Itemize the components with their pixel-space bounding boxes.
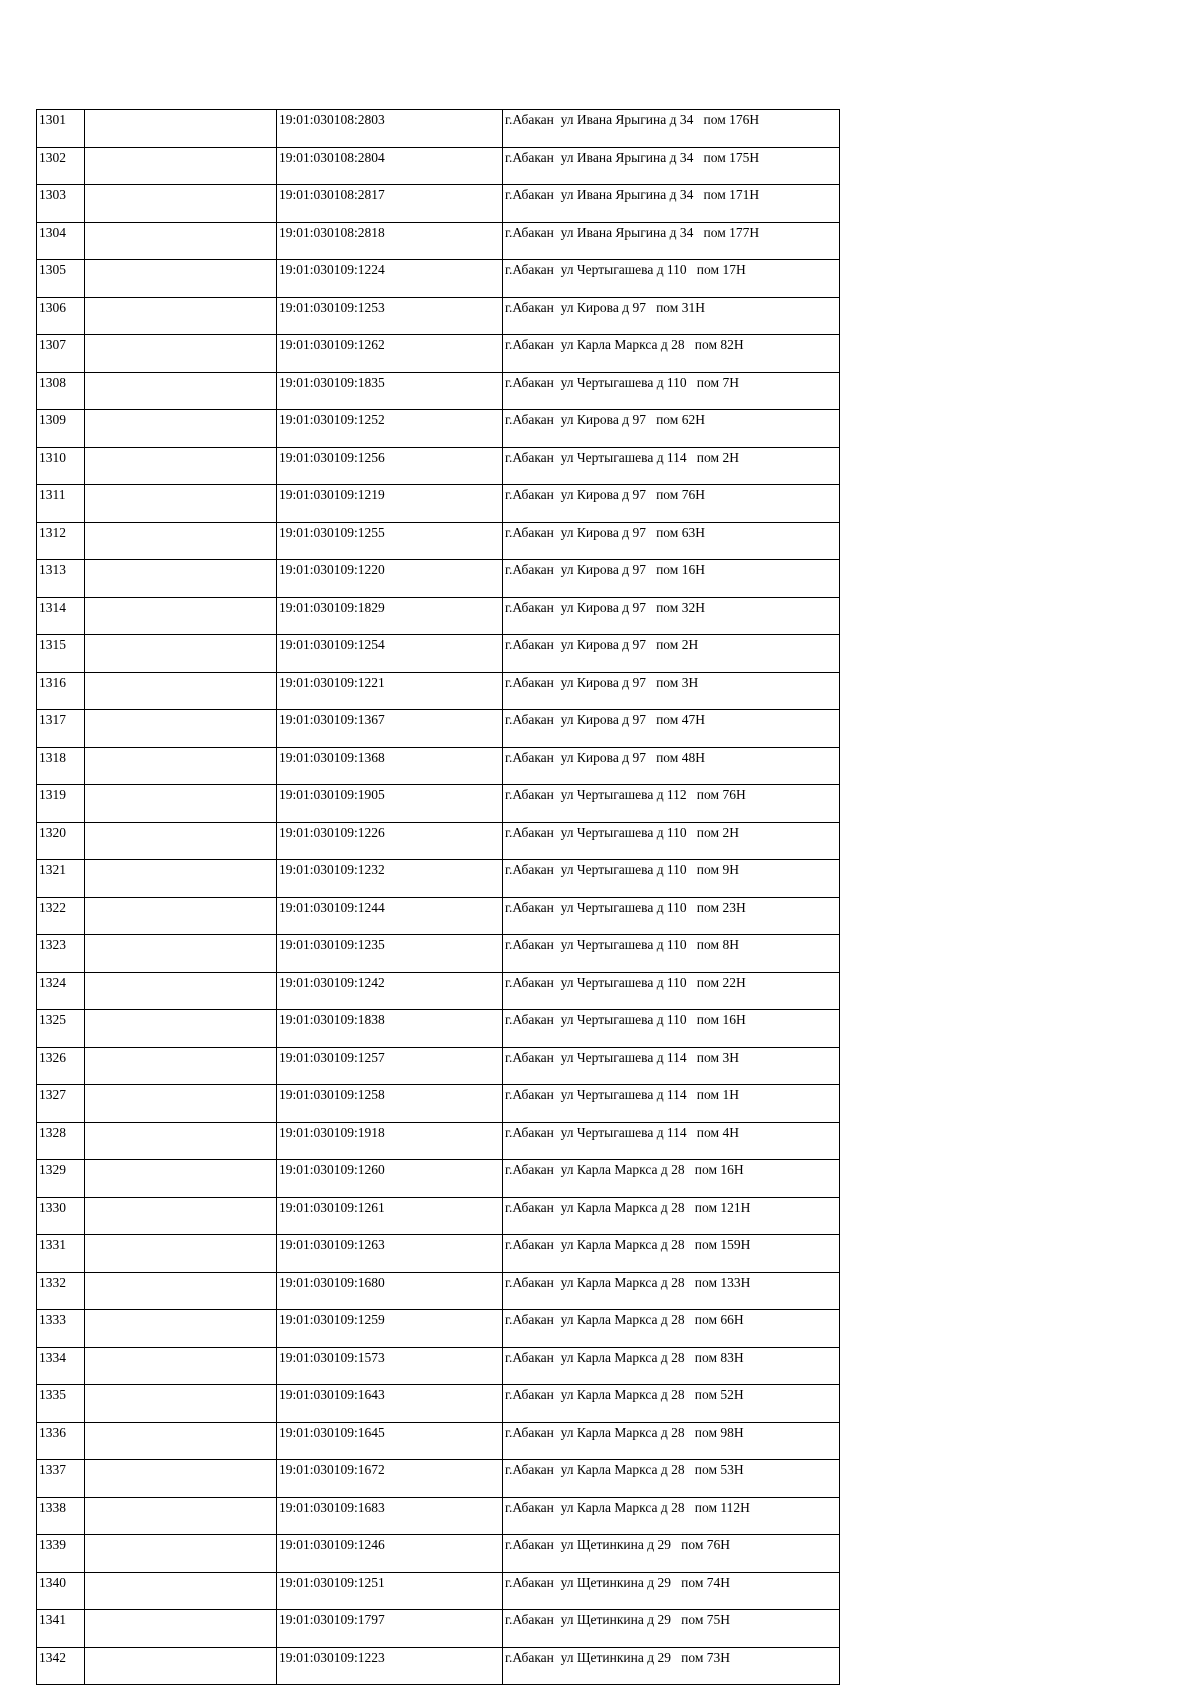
blank-cell — [85, 1235, 277, 1273]
address-cell: г.Абакан ул Чертыгашева д 110 пом 9Н — [503, 860, 840, 898]
table-row — [37, 147, 840, 185]
blank-cell — [85, 1422, 277, 1460]
table-row — [37, 710, 840, 748]
address-cell: г.Абакан ул Карла Маркса д 28 пом 53Н — [503, 1460, 840, 1498]
cadastral-number-cell: 19:01:030109:1232 — [277, 860, 503, 898]
cadastral-number-cell: 19:01:030109:1219 — [277, 485, 503, 523]
cadastral-number-cell: 19:01:030109:1246 — [277, 1535, 503, 1573]
blank-cell — [85, 522, 277, 560]
table-row — [37, 672, 840, 710]
blank-cell — [85, 1310, 277, 1348]
address-cell: г.Абакан ул Ивана Ярыгина д 34 пом 175Н — [503, 147, 840, 185]
address-cell: г.Абакан ул Карла Маркса д 28 пом 121Н — [503, 1197, 840, 1235]
row-number-cell: 1327 — [37, 1085, 85, 1123]
blank-cell — [85, 1535, 277, 1573]
row-number-cell: 1307 — [37, 335, 85, 373]
cadastral-number-cell: 19:01:030109:1573 — [277, 1347, 503, 1385]
row-number-cell: 1312 — [37, 522, 85, 560]
cadastral-number-cell: 19:01:030108:2818 — [277, 222, 503, 260]
address-cell: г.Абакан ул Чертыгашева д 110 пом 23Н — [503, 897, 840, 935]
row-number-cell: 1315 — [37, 635, 85, 673]
row-number-cell: 1325 — [37, 1010, 85, 1048]
cadastral-number-cell: 19:01:030109:1251 — [277, 1572, 503, 1610]
row-number-cell: 1329 — [37, 1160, 85, 1198]
blank-cell — [85, 785, 277, 823]
property-registry-table — [36, 109, 840, 1685]
address-cell: г.Абакан ул Кирова д 97 пом 16Н — [503, 560, 840, 598]
blank-cell — [85, 260, 277, 298]
table-row — [37, 1497, 840, 1535]
cadastral-number-cell: 19:01:030109:1260 — [277, 1160, 503, 1198]
blank-cell — [85, 822, 277, 860]
cadastral-number-cell: 19:01:030109:1226 — [277, 822, 503, 860]
address-cell: г.Абакан ул Чертыгашева д 110 пом 17Н — [503, 260, 840, 298]
cadastral-number-cell: 19:01:030109:1220 — [277, 560, 503, 598]
row-number-cell: 1304 — [37, 222, 85, 260]
cadastral-number-cell: 19:01:030109:1905 — [277, 785, 503, 823]
blank-cell — [85, 672, 277, 710]
row-number-cell: 1340 — [37, 1572, 85, 1610]
row-number-cell: 1303 — [37, 185, 85, 223]
row-number-cell: 1319 — [37, 785, 85, 823]
row-number-cell: 1342 — [37, 1647, 85, 1685]
row-number-cell: 1328 — [37, 1122, 85, 1160]
blank-cell — [85, 1122, 277, 1160]
table-row — [37, 410, 840, 448]
blank-cell — [85, 1085, 277, 1123]
blank-cell — [85, 1572, 277, 1610]
row-number-cell: 1326 — [37, 1047, 85, 1085]
blank-cell — [85, 560, 277, 598]
address-cell: г.Абакан ул Карла Маркса д 28 пом 16Н — [503, 1160, 840, 1198]
row-number-cell: 1321 — [37, 860, 85, 898]
cadastral-number-cell: 19:01:030109:1257 — [277, 1047, 503, 1085]
address-cell: г.Абакан ул Ивана Ярыгина д 34 пом 176Н — [503, 110, 840, 148]
cadastral-number-cell: 19:01:030109:1224 — [277, 260, 503, 298]
address-cell: г.Абакан ул Кирова д 97 пом 63Н — [503, 522, 840, 560]
blank-cell — [85, 1610, 277, 1648]
cadastral-number-cell: 19:01:030109:1254 — [277, 635, 503, 673]
row-number-cell: 1308 — [37, 372, 85, 410]
table-row — [37, 447, 840, 485]
address-cell: г.Абакан ул Карла Маркса д 28 пом 52Н — [503, 1385, 840, 1423]
blank-cell — [85, 447, 277, 485]
blank-cell — [85, 1385, 277, 1423]
blank-cell — [85, 1497, 277, 1535]
blank-cell — [85, 1460, 277, 1498]
table-row — [37, 1310, 840, 1348]
cadastral-number-cell: 19:01:030109:1918 — [277, 1122, 503, 1160]
address-cell: г.Абакан ул Кирова д 97 пом 62Н — [503, 410, 840, 448]
table-row — [37, 1385, 840, 1423]
row-number-cell: 1331 — [37, 1235, 85, 1273]
blank-cell — [85, 747, 277, 785]
table-row — [37, 972, 840, 1010]
cadastral-number-cell: 19:01:030109:1244 — [277, 897, 503, 935]
address-cell: г.Абакан ул Ивана Ярыгина д 34 пом 171Н — [503, 185, 840, 223]
cadastral-number-cell: 19:01:030109:1835 — [277, 372, 503, 410]
row-number-cell: 1339 — [37, 1535, 85, 1573]
cadastral-number-cell: 19:01:030109:1259 — [277, 1310, 503, 1348]
address-cell: г.Абакан ул Кирова д 97 пом 76Н — [503, 485, 840, 523]
cadastral-number-cell: 19:01:030109:1262 — [277, 335, 503, 373]
address-cell: г.Абакан ул Ивана Ярыгина д 34 пом 177Н — [503, 222, 840, 260]
address-cell: г.Абакан ул Кирова д 97 пом 31Н — [503, 297, 840, 335]
cadastral-number-cell: 19:01:030109:1672 — [277, 1460, 503, 1498]
table-row — [37, 485, 840, 523]
cadastral-number-cell: 19:01:030109:1797 — [277, 1610, 503, 1648]
cadastral-number-cell: 19:01:030109:1838 — [277, 1010, 503, 1048]
cadastral-number-cell: 19:01:030109:1263 — [277, 1235, 503, 1273]
blank-cell — [85, 1160, 277, 1198]
address-cell: г.Абакан ул Чертыгашева д 114 пом 3Н — [503, 1047, 840, 1085]
blank-cell — [85, 1197, 277, 1235]
address-cell: г.Абакан ул Карла Маркса д 28 пом 112Н — [503, 1497, 840, 1535]
blank-cell — [85, 635, 277, 673]
row-number-cell: 1336 — [37, 1422, 85, 1460]
row-number-cell: 1341 — [37, 1610, 85, 1648]
row-number-cell: 1333 — [37, 1310, 85, 1348]
blank-cell — [85, 372, 277, 410]
table-row — [37, 1610, 840, 1648]
row-number-cell: 1306 — [37, 297, 85, 335]
address-cell: г.Абакан ул Щетинкина д 29 пом 76Н — [503, 1535, 840, 1573]
table-row — [37, 597, 840, 635]
table-row — [37, 1197, 840, 1235]
row-number-cell: 1314 — [37, 597, 85, 635]
address-cell: г.Абакан ул Кирова д 97 пом 3Н — [503, 672, 840, 710]
address-cell: г.Абакан ул Чертыгашева д 110 пом 16Н — [503, 1010, 840, 1048]
table-row — [37, 1160, 840, 1198]
cadastral-number-cell: 19:01:030109:1645 — [277, 1422, 503, 1460]
table-row — [37, 185, 840, 223]
address-cell: г.Абакан ул Щетинкина д 29 пом 75Н — [503, 1610, 840, 1648]
blank-cell — [85, 860, 277, 898]
row-number-cell: 1317 — [37, 710, 85, 748]
row-number-cell: 1334 — [37, 1347, 85, 1385]
table-row — [37, 1085, 840, 1123]
row-number-cell: 1310 — [37, 447, 85, 485]
cadastral-number-cell: 19:01:030109:1258 — [277, 1085, 503, 1123]
cadastral-number-cell: 19:01:030108:2817 — [277, 185, 503, 223]
table-row — [37, 1422, 840, 1460]
table-row — [37, 1535, 840, 1573]
address-cell: г.Абакан ул Карла Маркса д 28 пом 133Н — [503, 1272, 840, 1310]
table-row — [37, 1460, 840, 1498]
cadastral-number-cell: 19:01:030109:1680 — [277, 1272, 503, 1310]
row-number-cell: 1324 — [37, 972, 85, 1010]
cadastral-number-cell: 19:01:030109:1256 — [277, 447, 503, 485]
blank-cell — [85, 222, 277, 260]
row-number-cell: 1322 — [37, 897, 85, 935]
blank-cell — [85, 597, 277, 635]
cadastral-number-cell: 19:01:030109:1252 — [277, 410, 503, 448]
cadastral-number-cell: 19:01:030109:1235 — [277, 935, 503, 973]
table-row — [37, 785, 840, 823]
cadastral-number-cell: 19:01:030109:1368 — [277, 747, 503, 785]
blank-cell — [85, 485, 277, 523]
address-cell: г.Абакан ул Щетинкина д 29 пом 73Н — [503, 1647, 840, 1685]
blank-cell — [85, 335, 277, 373]
blank-cell — [85, 935, 277, 973]
table-row — [37, 522, 840, 560]
cadastral-number-cell: 19:01:030108:2803 — [277, 110, 503, 148]
blank-cell — [85, 1047, 277, 1085]
table-row — [37, 110, 840, 148]
cadastral-number-cell: 19:01:030109:1683 — [277, 1497, 503, 1535]
address-cell: г.Абакан ул Чертыгашева д 112 пом 76Н — [503, 785, 840, 823]
blank-cell — [85, 410, 277, 448]
table-row — [37, 297, 840, 335]
cadastral-number-cell: 19:01:030109:1253 — [277, 297, 503, 335]
cadastral-number-cell: 19:01:030109:1255 — [277, 522, 503, 560]
registry-table-body — [37, 110, 840, 1685]
address-cell: г.Абакан ул Чертыгашева д 110 пом 22Н — [503, 972, 840, 1010]
blank-cell — [85, 1347, 277, 1385]
row-number-cell: 1318 — [37, 747, 85, 785]
table-row — [37, 1047, 840, 1085]
table-row — [37, 372, 840, 410]
table-row — [37, 635, 840, 673]
table-row — [37, 1272, 840, 1310]
row-number-cell: 1313 — [37, 560, 85, 598]
table-row — [37, 335, 840, 373]
row-number-cell: 1323 — [37, 935, 85, 973]
table-row — [37, 560, 840, 598]
address-cell: г.Абакан ул Чертыгашева д 110 пом 2Н — [503, 822, 840, 860]
blank-cell — [85, 972, 277, 1010]
cadastral-number-cell: 19:01:030108:2804 — [277, 147, 503, 185]
table-row — [37, 822, 840, 860]
row-number-cell: 1320 — [37, 822, 85, 860]
table-row — [37, 1122, 840, 1160]
blank-cell — [85, 897, 277, 935]
cadastral-number-cell: 19:01:030109:1367 — [277, 710, 503, 748]
cadastral-number-cell: 19:01:030109:1643 — [277, 1385, 503, 1423]
blank-cell — [85, 297, 277, 335]
row-number-cell: 1305 — [37, 260, 85, 298]
blank-cell — [85, 1272, 277, 1310]
row-number-cell: 1302 — [37, 147, 85, 185]
address-cell: г.Абакан ул Чертыгашева д 110 пом 8Н — [503, 935, 840, 973]
blank-cell — [85, 110, 277, 148]
table-row — [37, 222, 840, 260]
table-row — [37, 1347, 840, 1385]
row-number-cell: 1301 — [37, 110, 85, 148]
blank-cell — [85, 1647, 277, 1685]
row-number-cell: 1332 — [37, 1272, 85, 1310]
address-cell: г.Абакан ул Щетинкина д 29 пом 74Н — [503, 1572, 840, 1610]
address-cell: г.Абакан ул Кирова д 97 пом 2Н — [503, 635, 840, 673]
blank-cell — [85, 710, 277, 748]
address-cell: г.Абакан ул Чертыгашева д 114 пом 1Н — [503, 1085, 840, 1123]
address-cell: г.Абакан ул Карла Маркса д 28 пом 98Н — [503, 1422, 840, 1460]
address-cell: г.Абакан ул Карла Маркса д 28 пом 83Н — [503, 1347, 840, 1385]
table-row — [37, 935, 840, 973]
table-row — [37, 1647, 840, 1685]
address-cell: г.Абакан ул Кирова д 97 пом 47Н — [503, 710, 840, 748]
blank-cell — [85, 147, 277, 185]
blank-cell — [85, 1010, 277, 1048]
blank-cell — [85, 185, 277, 223]
cadastral-number-cell: 19:01:030109:1829 — [277, 597, 503, 635]
table-row — [37, 897, 840, 935]
table-row — [37, 260, 840, 298]
row-number-cell: 1330 — [37, 1197, 85, 1235]
cadastral-number-cell: 19:01:030109:1242 — [277, 972, 503, 1010]
table-row — [37, 860, 840, 898]
table-row — [37, 1010, 840, 1048]
table-row — [37, 747, 840, 785]
address-cell: г.Абакан ул Чертыгашева д 114 пом 4Н — [503, 1122, 840, 1160]
row-number-cell: 1309 — [37, 410, 85, 448]
table-row — [37, 1572, 840, 1610]
cadastral-number-cell: 19:01:030109:1221 — [277, 672, 503, 710]
row-number-cell: 1311 — [37, 485, 85, 523]
row-number-cell: 1337 — [37, 1460, 85, 1498]
address-cell: г.Абакан ул Кирова д 97 пом 48Н — [503, 747, 840, 785]
address-cell: г.Абакан ул Кирова д 97 пом 32Н — [503, 597, 840, 635]
address-cell: г.Абакан ул Карла Маркса д 28 пом 159Н — [503, 1235, 840, 1273]
address-cell: г.Абакан ул Карла Маркса д 28 пом 66Н — [503, 1310, 840, 1348]
address-cell: г.Абакан ул Чертыгашева д 114 пом 2Н — [503, 447, 840, 485]
address-cell: г.Абакан ул Чертыгашева д 110 пом 7Н — [503, 372, 840, 410]
row-number-cell: 1335 — [37, 1385, 85, 1423]
cadastral-number-cell: 19:01:030109:1261 — [277, 1197, 503, 1235]
row-number-cell: 1316 — [37, 672, 85, 710]
address-cell: г.Абакан ул Карла Маркса д 28 пом 82Н — [503, 335, 840, 373]
row-number-cell: 1338 — [37, 1497, 85, 1535]
table-row — [37, 1235, 840, 1273]
cadastral-number-cell: 19:01:030109:1223 — [277, 1647, 503, 1685]
